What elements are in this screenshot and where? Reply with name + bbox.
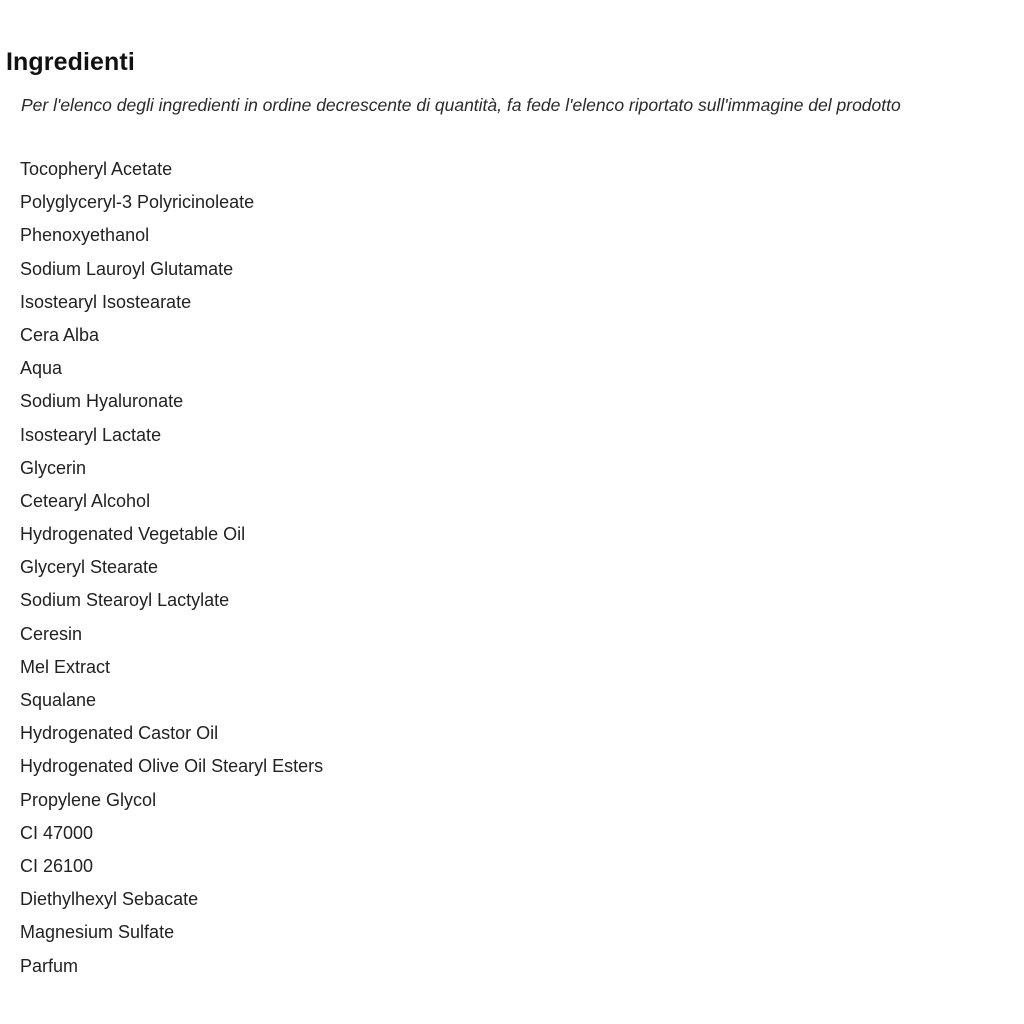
- ingredient-item: Cera Alba: [20, 324, 100, 345]
- ingredient-item: Hydrogenated Castor Oil: [20, 723, 219, 744]
- ingredient-item: Cetearyl Alcohol: [20, 490, 151, 511]
- ingredient-item: Phenoxyethanol: [20, 225, 150, 246]
- ingredient-item: CI 26100: [20, 855, 94, 876]
- ingredient-item: Sodium Hyaluronate: [20, 391, 184, 412]
- ingredient-item: CI 47000: [20, 822, 94, 843]
- ingredient-item: Sodium Stearoyl Lactylate: [20, 590, 230, 611]
- ingredient-list: [20, 153, 323, 983]
- section-title: Ingredienti: [6, 48, 135, 76]
- ingredient-item: Magnesium Sulfate: [20, 922, 175, 943]
- ingredient-item: Propylene Glycol: [20, 789, 157, 810]
- ingredient-item: Ceresin: [20, 623, 83, 644]
- ingredient-item: Hydrogenated Vegetable Oil: [20, 524, 246, 545]
- ingredient-item: Hydrogenated Olive Oil Stearyl Esters: [20, 756, 324, 777]
- ingredient-item: Sodium Lauroyl Glutamate: [20, 258, 234, 279]
- ingredient-item: Tocopheryl Acetate: [20, 159, 173, 179]
- ingredients-note: Per l'elenco degli ingredienti in ordine decrescente di quantità, fa fede l'elenco riportato sull'immagine del prodotto: [21, 95, 901, 115]
- ingredient-item: Polyglyceryl-3 Polyricinoleate: [20, 192, 255, 213]
- ingredient-item: Isostearyl Isostearate: [20, 291, 192, 312]
- ingredient-item: Diethylhexyl Sebacate: [20, 889, 199, 910]
- ingredient-item: Glycerin: [20, 457, 87, 478]
- ingredient-item: Isostearyl Lactate: [20, 424, 162, 445]
- ingredient-item: Squalane: [20, 690, 97, 710]
- ingredient-item: Mel Extract: [20, 656, 111, 677]
- ingredient-item: Parfum: [20, 955, 79, 976]
- ingredient-item: Glyceryl Stearate: [20, 557, 159, 578]
- ingredient-item: Aqua: [20, 358, 63, 379]
